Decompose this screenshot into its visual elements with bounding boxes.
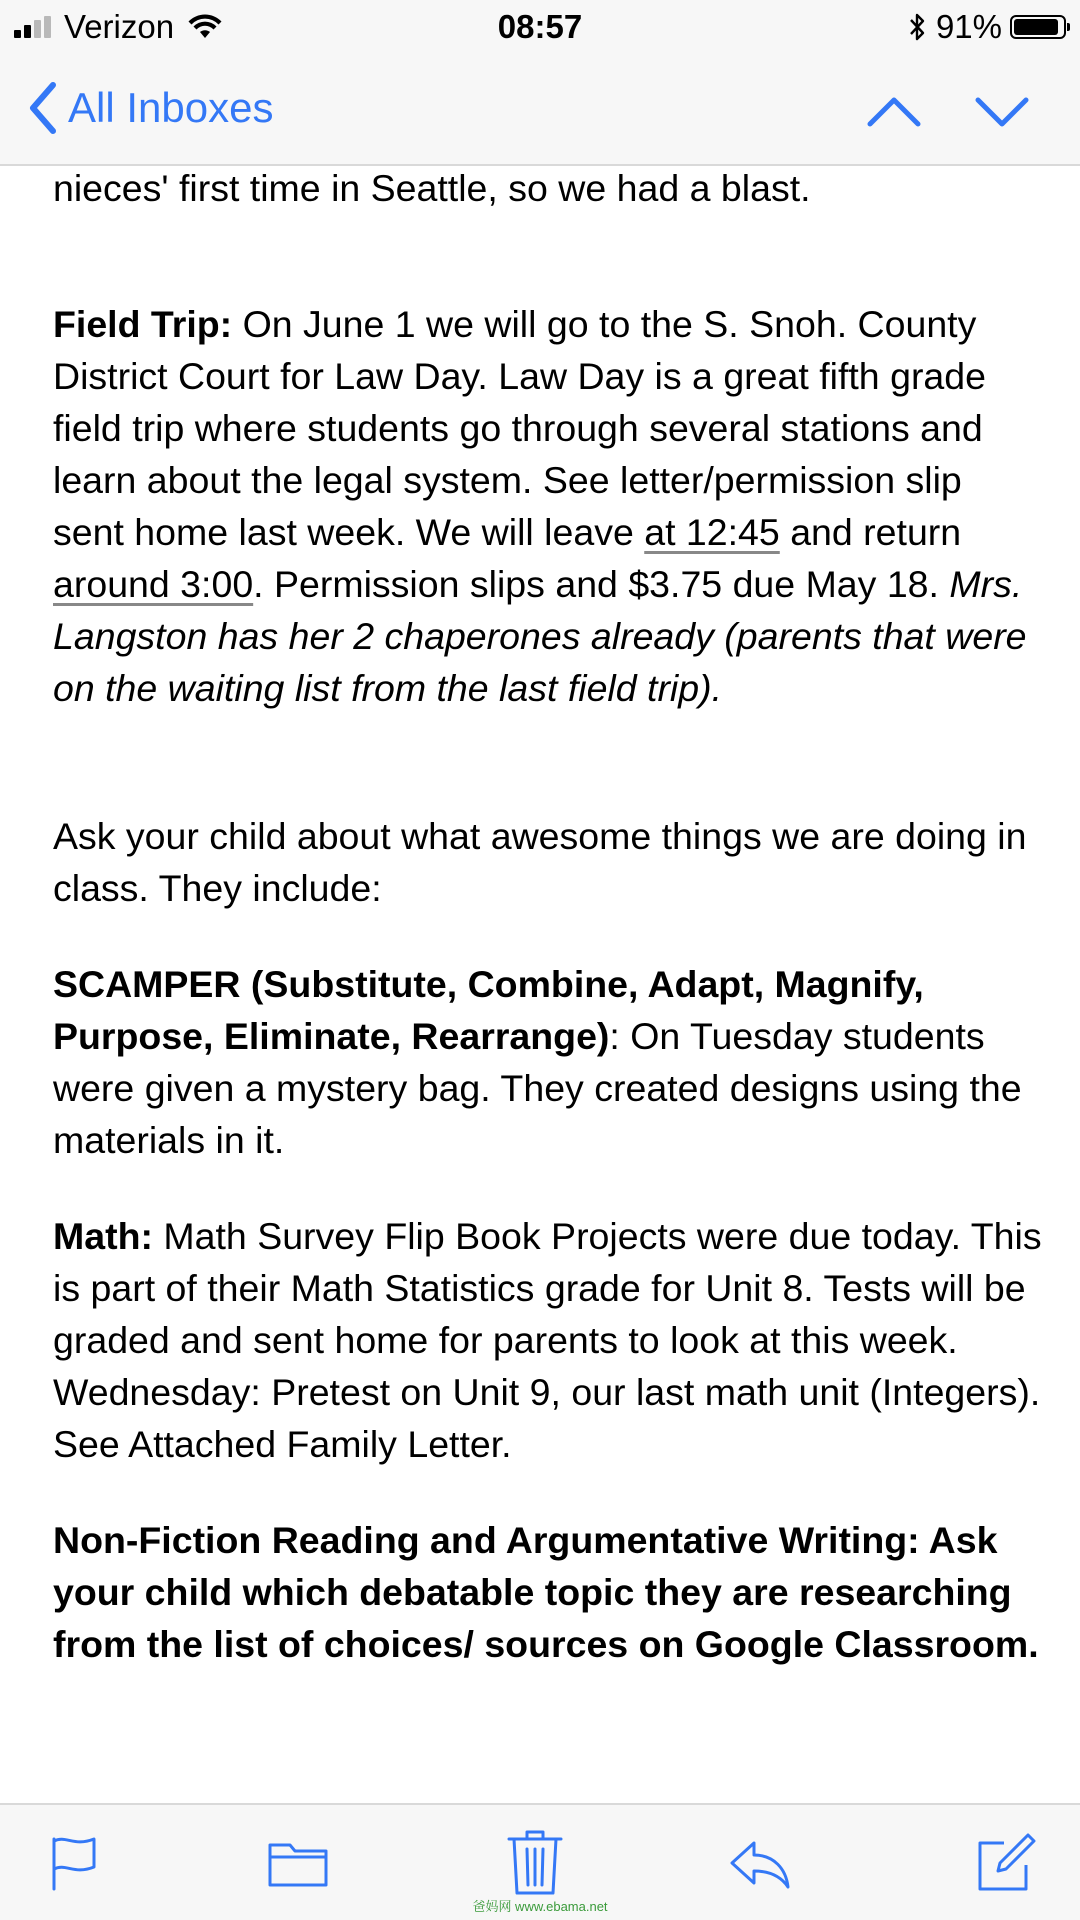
email-body	[53, 162, 1043, 1670]
leave-time[interactable]: at 12:45	[644, 511, 780, 553]
scamper-heading: SCAMPER (Substitute, Combine, Adapt, Magnify, Purpose, Eliminate, Rearrange)	[53, 963, 924, 1057]
status-bar	[0, 0, 1080, 54]
scamper-paragraph	[53, 958, 1043, 1166]
intro-paragraph-tail: nieces' first time in Seattle, so we had a blast.	[53, 167, 811, 209]
nonfiction-paragraph	[53, 1514, 1043, 1670]
flag-icon[interactable]	[42, 1831, 106, 1895]
nonfiction-heading: Non-Fiction Reading and Argumentative Writing: Ask your child which debatable topic they are researching from the list of choices/ sources on Google Classroom.	[53, 1519, 1039, 1665]
field-trip-text-1: On June 1 we will go to the S. Snoh. County District Court for Law Day. Law Day is a great fifth grade field trip where students go through several stations and learn about the legal system. See letter/permission slip sent home last week. We will leave	[53, 303, 986, 553]
battery-level-fill	[1014, 19, 1058, 35]
field-trip-text-3: . Permission slips and $3.75 due May 18.	[253, 563, 950, 605]
message-navigation	[816, 82, 1032, 142]
field-trip-paragraph	[53, 298, 1043, 714]
chevron-down-icon[interactable]	[972, 82, 1032, 142]
return-time[interactable]: around 3:00	[53, 563, 254, 605]
battery-percent: 91%	[935, 8, 1002, 45]
back-button[interactable]	[28, 78, 273, 138]
back-button-label: All Inboxes	[68, 84, 274, 131]
folder-icon[interactable]	[266, 1831, 330, 1895]
status-time: 08:57	[497, 8, 583, 45]
nav-bar	[0, 54, 1080, 166]
chevron-left-icon	[28, 81, 58, 135]
field-trip-heading: Field Trip:	[53, 303, 233, 345]
ask-intro-paragraph: Ask your child about what awesome things we are doing in class. They include:	[53, 815, 1027, 909]
carrier-name: Verizon	[64, 8, 175, 45]
compose-icon[interactable]	[974, 1831, 1038, 1895]
math-text: Math Survey Flip Book Projects were due today. This is part of their Math Statistics grade for Unit 8. Tests will be graded and sent home for parents to look at this week. Wednesday: Pretest on Unit 9, our last math unit (Integers). See Attached Family Letter.	[53, 1215, 1042, 1465]
battery-icon	[1010, 15, 1066, 39]
trash-icon[interactable]	[503, 1827, 567, 1897]
status-right	[908, 8, 1066, 46]
reply-icon[interactable]	[728, 1831, 792, 1895]
chevron-up-icon[interactable]	[864, 82, 924, 142]
bluetooth-icon	[908, 12, 926, 42]
math-heading: Math:	[53, 1215, 153, 1257]
field-trip-text-2: and return	[779, 511, 962, 553]
scamper-text: : On Tuesday students were given a mystery bag. They created designs using the materials in it.	[53, 1015, 1022, 1161]
math-paragraph	[53, 1210, 1043, 1470]
watermark: 爸妈网 www.ebama.net	[472, 1899, 608, 1914]
chaperone-note: Mrs. Langston has her 2 chaperones already (parents that were on the waiting list from the last field trip).	[53, 563, 1027, 709]
